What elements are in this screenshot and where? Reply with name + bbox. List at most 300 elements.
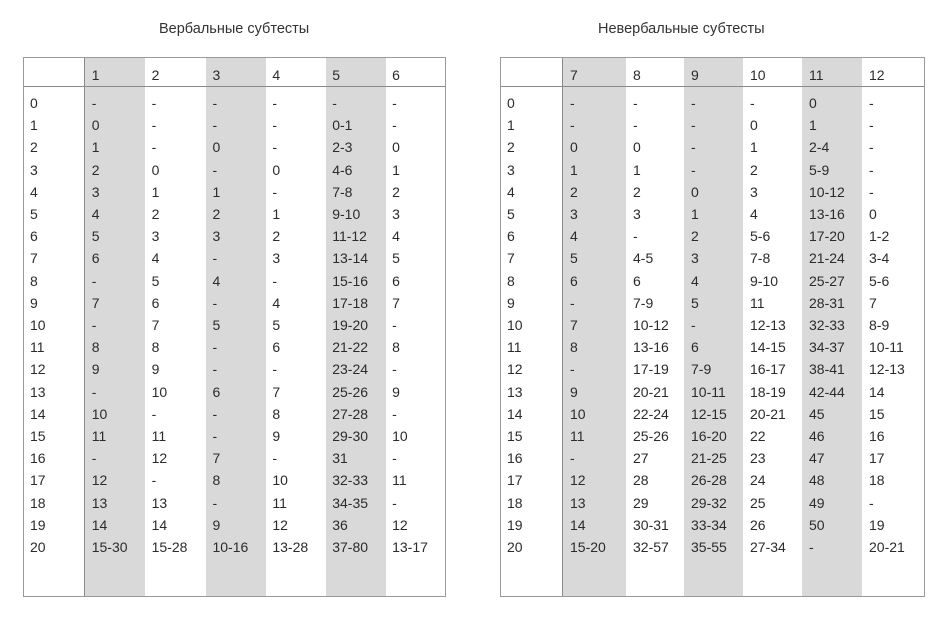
table-cell: 7 xyxy=(151,317,160,334)
table-cell: 23-24 xyxy=(332,361,369,378)
table-cell: 14 xyxy=(91,516,108,533)
nonverbal-body xyxy=(501,92,922,558)
table-cell: - xyxy=(392,450,397,467)
table-cell: - xyxy=(691,317,696,334)
table-cell: - xyxy=(809,539,814,556)
table-cell: 10-12 xyxy=(809,183,845,200)
table-row xyxy=(24,336,445,358)
table-cell: 32-57 xyxy=(633,539,669,556)
table-row xyxy=(24,425,445,447)
table-cell: 10 xyxy=(392,428,408,445)
table-cell: 28 xyxy=(633,472,649,489)
table-cell: 20-21 xyxy=(750,405,786,422)
table-cell: 9-10 xyxy=(750,272,779,289)
table-row xyxy=(24,447,445,469)
table-cell: - xyxy=(570,117,575,134)
table-cell: 22-24 xyxy=(633,405,669,422)
table-cell: 4 xyxy=(272,294,281,311)
table-cell: 15-16 xyxy=(332,272,369,289)
table-row xyxy=(501,92,922,114)
table-cell: 32-33 xyxy=(332,472,369,489)
table-cell: 4 xyxy=(691,272,699,289)
column-header: 12 xyxy=(869,67,885,83)
row-label: 14 xyxy=(507,405,523,422)
table-cell: 45 xyxy=(809,405,825,422)
table-cell: 5 xyxy=(151,272,160,289)
table-cell: 6 xyxy=(212,383,221,400)
table-cell: 32-33 xyxy=(809,317,845,334)
table-cell: 5 xyxy=(691,294,699,311)
table-cell: 6 xyxy=(691,339,699,356)
table-row xyxy=(24,381,445,403)
table-cell: 4 xyxy=(392,228,400,245)
table-cell: 15-30 xyxy=(91,539,128,556)
table-cell: 22 xyxy=(750,428,766,445)
table-row xyxy=(501,536,922,558)
table-cell: 5 xyxy=(91,228,100,245)
row-label: 11 xyxy=(507,339,522,356)
row-label: 0 xyxy=(507,95,515,111)
row-label: 10 xyxy=(507,317,523,334)
table-cell: 20-21 xyxy=(633,383,669,400)
table-cell: - xyxy=(272,272,277,289)
table-cell: 8 xyxy=(91,339,100,356)
table-cell: - xyxy=(869,494,874,511)
table-cell: 7 xyxy=(869,294,877,311)
table-cell: 12-13 xyxy=(750,317,786,334)
table-cell: 13-28 xyxy=(272,539,309,556)
table-cell: 8 xyxy=(392,339,400,356)
table-cell: 8 xyxy=(151,339,160,356)
table-cell: - xyxy=(212,494,218,511)
table-cell: 15-20 xyxy=(570,539,606,556)
table-cell: 10-11 xyxy=(869,339,904,356)
table-cell: - xyxy=(91,317,97,334)
row-label: 9 xyxy=(507,294,515,311)
table-cell: - xyxy=(691,161,696,178)
table-cell: 10 xyxy=(570,405,586,422)
table-row xyxy=(501,425,922,447)
table-cell: 4-6 xyxy=(332,161,353,178)
table-cell: 2-4 xyxy=(809,139,830,156)
table-cell: 4 xyxy=(212,272,221,289)
table-cell: 0 xyxy=(91,117,100,134)
row-label: 18 xyxy=(507,494,523,511)
table-cell: 27-28 xyxy=(332,405,369,422)
row-label: 20 xyxy=(507,539,523,556)
table-cell: 13-16 xyxy=(809,206,845,223)
table-cell: 26 xyxy=(750,516,766,533)
table-cell: 3 xyxy=(151,228,160,245)
row-label: 2 xyxy=(507,139,515,156)
table-cell: 2 xyxy=(212,206,221,223)
table-cell: 9 xyxy=(570,383,578,400)
table-cell: 5 xyxy=(392,250,400,267)
table-cell: 3-4 xyxy=(869,250,890,267)
table-cell: 49 xyxy=(809,494,825,511)
nonverbal-title: Невербальные субтесты xyxy=(598,21,765,37)
table-cell: - xyxy=(91,383,97,400)
table-cell: 9 xyxy=(392,383,400,400)
column-header: 6 xyxy=(392,67,400,83)
row-label: 12 xyxy=(507,361,523,378)
table-cell: 26-28 xyxy=(691,472,727,489)
table-cell: 2 xyxy=(91,161,100,178)
table-cell: 0 xyxy=(570,139,578,156)
table-row xyxy=(24,536,445,558)
table-cell: 10 xyxy=(151,383,168,400)
table-cell: 16-20 xyxy=(691,428,727,445)
table-cell: 1 xyxy=(570,161,578,178)
table-cell: - xyxy=(633,95,638,111)
table-cell: - xyxy=(691,117,696,134)
row-label: 12 xyxy=(30,361,46,378)
table-cell: 14 xyxy=(151,516,168,533)
table-cell: 25-27 xyxy=(809,272,845,289)
table-row xyxy=(501,447,922,469)
table-cell: 16 xyxy=(869,428,885,445)
table-cell: 18 xyxy=(869,472,885,489)
table-cell: 7 xyxy=(212,450,221,467)
table-cell: 0 xyxy=(212,139,221,156)
table-cell: 8 xyxy=(212,472,221,489)
table-cell: 3 xyxy=(570,206,578,223)
table-cell: 2 xyxy=(151,206,160,223)
table-cell: 2 xyxy=(691,228,699,245)
table-cell: 5 xyxy=(212,317,221,334)
table-row xyxy=(501,203,922,225)
table-cell: 14 xyxy=(570,516,586,533)
verbal-title: Вербальные субтесты xyxy=(159,21,310,37)
table-cell: - xyxy=(691,139,696,156)
table-cell: 47 xyxy=(809,450,825,467)
table-cell: 6 xyxy=(570,272,578,289)
table-cell: 2 xyxy=(570,183,578,200)
table-cell: 19 xyxy=(869,516,885,533)
table-cell: - xyxy=(633,117,638,134)
table-row xyxy=(24,403,445,425)
table-cell: - xyxy=(212,428,218,445)
table-cell: 3 xyxy=(691,250,699,267)
table-cell: 27-34 xyxy=(750,539,786,556)
verbal-body xyxy=(24,92,445,558)
row-label: 18 xyxy=(30,494,46,511)
table-cell: - xyxy=(869,95,874,111)
table-cell: - xyxy=(151,95,157,111)
table-cell: 2 xyxy=(272,228,281,245)
table-cell: - xyxy=(212,294,218,311)
row-label: 16 xyxy=(30,450,46,467)
table-row xyxy=(501,336,922,358)
row-label: 8 xyxy=(507,272,515,289)
table-row xyxy=(501,314,922,336)
table-cell: 18-19 xyxy=(750,383,786,400)
table-cell: 12-13 xyxy=(869,361,905,378)
table-cell: 17 xyxy=(869,450,885,467)
row-label: 10 xyxy=(30,317,46,334)
table-cell: 1 xyxy=(691,206,699,223)
table-cell: 17-18 xyxy=(332,294,369,311)
table-cell: 6 xyxy=(272,339,281,356)
table-cell: 0-1 xyxy=(332,117,353,134)
table-cell: 2 xyxy=(392,183,400,200)
table-cell: - xyxy=(570,95,575,111)
nonverbal-table xyxy=(501,58,922,558)
table-cell: 0 xyxy=(272,161,281,178)
table-cell: 31 xyxy=(332,450,348,467)
table-row xyxy=(501,292,922,314)
column-header: 2 xyxy=(151,67,160,83)
table-cell: 3 xyxy=(272,250,281,267)
table-cell: - xyxy=(392,494,397,511)
table-cell: 4 xyxy=(91,206,100,223)
table-cell: 1 xyxy=(212,183,221,200)
table-cell: - xyxy=(392,361,397,378)
table-cell: - xyxy=(570,294,575,311)
row-label: 14 xyxy=(30,405,46,422)
table-cell: 9 xyxy=(212,516,221,533)
row-label: 5 xyxy=(30,206,38,223)
table-cell: 13-16 xyxy=(633,339,669,356)
table-cell: 10-11 xyxy=(691,383,726,400)
table-cell: 5 xyxy=(570,250,578,267)
table-cell: 29-32 xyxy=(691,494,727,511)
table-cell: 6 xyxy=(392,272,400,289)
table-cell: 1 xyxy=(151,183,160,200)
table-row xyxy=(24,159,445,181)
column-header: 7 xyxy=(570,67,578,83)
table-cell: 13 xyxy=(570,494,586,511)
table-cell: 0 xyxy=(151,161,160,178)
table-cell: - xyxy=(151,472,157,489)
table-cell: - xyxy=(392,405,397,422)
table-cell: 28-31 xyxy=(809,294,845,311)
table-row xyxy=(501,469,922,491)
table-cell: 10 xyxy=(272,472,288,489)
column-header: 11 xyxy=(809,67,824,83)
verbal-table xyxy=(24,58,445,558)
table-cell: 37-80 xyxy=(332,539,369,556)
table-cell: 27 xyxy=(633,450,649,467)
table-cell: 1 xyxy=(633,161,641,178)
table-cell: 0 xyxy=(392,139,400,156)
table-cell: - xyxy=(212,161,218,178)
table-cell: 25-26 xyxy=(633,428,669,445)
table-cell: 3 xyxy=(91,183,100,200)
table-cell: 33-34 xyxy=(691,516,727,533)
table-cell: - xyxy=(212,405,218,422)
column-header: 10 xyxy=(750,67,766,83)
table-cell: 50 xyxy=(809,516,825,533)
table-cell: 3 xyxy=(633,206,641,223)
table-cell: 15 xyxy=(869,405,885,422)
row-label: 13 xyxy=(507,383,523,400)
table-cell: 0 xyxy=(633,139,641,156)
column-header: 3 xyxy=(212,67,221,83)
table-row xyxy=(24,114,445,136)
table-cell: 15-28 xyxy=(151,539,188,556)
table-cell: 12 xyxy=(570,472,586,489)
nonverbal-table-frame xyxy=(500,57,925,597)
table-cell: 12 xyxy=(151,450,168,467)
row-label: 9 xyxy=(30,294,38,311)
table-cell: 4 xyxy=(750,206,758,223)
table-cell: 13 xyxy=(151,494,168,511)
table-cell: 10 xyxy=(91,405,108,422)
table-cell: 7 xyxy=(272,383,281,400)
nonverbal-header-row xyxy=(501,58,922,92)
table-cell: 10-12 xyxy=(633,317,669,334)
table-cell: 2 xyxy=(633,183,641,200)
table-cell: 1 xyxy=(750,139,758,156)
table-cell: - xyxy=(392,117,397,134)
table-row xyxy=(24,247,445,269)
table-cell: 30-31 xyxy=(633,516,669,533)
table-cell: 13 xyxy=(91,494,108,511)
table-cell: 17-19 xyxy=(633,361,669,378)
table-cell: 0 xyxy=(809,95,817,111)
table-cell: 36 xyxy=(332,516,348,533)
table-row xyxy=(24,514,445,536)
table-cell: 7 xyxy=(392,294,400,311)
row-label: 20 xyxy=(30,539,46,556)
table-cell: - xyxy=(570,450,575,467)
table-cell: 4 xyxy=(570,228,578,245)
table-cell: - xyxy=(633,228,638,245)
table-cell: 3 xyxy=(212,228,221,245)
table-row xyxy=(501,247,922,269)
corner-cell xyxy=(24,58,85,92)
table-cell: - xyxy=(91,450,97,467)
table-row xyxy=(24,92,445,114)
row-label: 19 xyxy=(507,516,523,533)
table-row xyxy=(24,270,445,292)
table-row xyxy=(24,469,445,491)
table-row xyxy=(24,314,445,336)
row-label: 16 xyxy=(507,450,523,467)
verbal-table-frame xyxy=(23,57,446,597)
table-cell: 9-10 xyxy=(332,206,361,223)
column-header: 5 xyxy=(332,67,340,83)
row-label: 7 xyxy=(30,250,38,267)
table-row xyxy=(24,358,445,380)
table-cell: 6 xyxy=(633,272,641,289)
corner-cell xyxy=(501,58,563,92)
table-cell: - xyxy=(272,95,277,111)
table-cell: 12 xyxy=(392,516,408,533)
table-row xyxy=(501,381,922,403)
table-row xyxy=(501,136,922,158)
row-label: 7 xyxy=(507,250,515,267)
row-label: 1 xyxy=(507,117,515,134)
table-cell: 6 xyxy=(91,250,100,267)
table-cell: 1 xyxy=(809,117,817,134)
table-cell: 11-12 xyxy=(332,228,367,245)
table-cell: 1-2 xyxy=(869,228,890,245)
row-label: 3 xyxy=(30,161,38,178)
table-cell: - xyxy=(272,139,277,156)
table-cell: 3 xyxy=(392,206,400,223)
table-cell: 0 xyxy=(750,117,758,134)
row-label: 8 xyxy=(30,272,38,289)
row-label: 3 xyxy=(507,161,515,178)
table-cell: 5-6 xyxy=(750,228,771,245)
table-cell: - xyxy=(272,183,277,200)
table-cell: 5-9 xyxy=(809,161,830,178)
table-cell: 7-9 xyxy=(691,361,712,378)
table-cell: 29-30 xyxy=(332,428,369,445)
table-cell: 29 xyxy=(633,494,649,511)
table-cell: 25 xyxy=(750,494,766,511)
table-cell: - xyxy=(272,450,277,467)
table-cell: 7-8 xyxy=(332,183,353,200)
table-cell: 7-8 xyxy=(750,250,771,267)
table-cell: 9 xyxy=(151,361,160,378)
table-row xyxy=(24,492,445,514)
table-cell: 8-9 xyxy=(869,317,890,334)
table-cell: 1 xyxy=(392,161,400,178)
table-row xyxy=(24,225,445,247)
table-row xyxy=(501,181,922,203)
table-cell: 4-5 xyxy=(633,250,654,267)
table-cell: - xyxy=(869,117,874,134)
table-row xyxy=(501,403,922,425)
table-cell: 23 xyxy=(750,450,766,467)
table-cell: - xyxy=(212,117,218,134)
row-label: 11 xyxy=(30,339,45,356)
row-label: 15 xyxy=(507,428,523,445)
table-cell: 24 xyxy=(750,472,766,489)
table-cell: - xyxy=(750,95,755,111)
table-cell: 0 xyxy=(691,183,699,200)
row-label: 1 xyxy=(30,117,38,134)
table-cell: 14 xyxy=(869,383,885,400)
table-cell: - xyxy=(272,361,277,378)
table-cell: - xyxy=(212,361,218,378)
row-label: 2 xyxy=(30,139,38,156)
table-cell: 11 xyxy=(750,294,765,311)
row-label: 17 xyxy=(507,472,523,489)
table-cell: 13-17 xyxy=(392,539,428,556)
row-label: 6 xyxy=(507,228,515,245)
table-cell: 12 xyxy=(91,472,108,489)
row-label: 6 xyxy=(30,228,38,245)
column-header: 4 xyxy=(272,67,281,83)
table-cell: - xyxy=(151,139,157,156)
table-cell: 11 xyxy=(151,428,167,445)
table-row xyxy=(501,159,922,181)
table-cell: 11 xyxy=(570,428,585,445)
table-cell: - xyxy=(869,183,874,200)
table-cell: 3 xyxy=(750,183,758,200)
table-cell: 9 xyxy=(91,361,100,378)
row-label: 4 xyxy=(30,183,38,200)
table-cell: - xyxy=(151,117,157,134)
table-cell: - xyxy=(392,317,397,334)
table-cell: 5 xyxy=(272,317,281,334)
table-cell: 2 xyxy=(750,161,758,178)
row-label: 4 xyxy=(507,183,515,200)
table-cell: 0 xyxy=(869,206,877,223)
table-cell: 8 xyxy=(570,339,578,356)
table-row xyxy=(501,514,922,536)
table-row xyxy=(501,114,922,136)
verbal-header-row xyxy=(24,58,445,92)
table-row xyxy=(24,203,445,225)
row-label: 19 xyxy=(30,516,46,533)
table-cell: - xyxy=(212,250,218,267)
table-cell: 16-17 xyxy=(750,361,786,378)
